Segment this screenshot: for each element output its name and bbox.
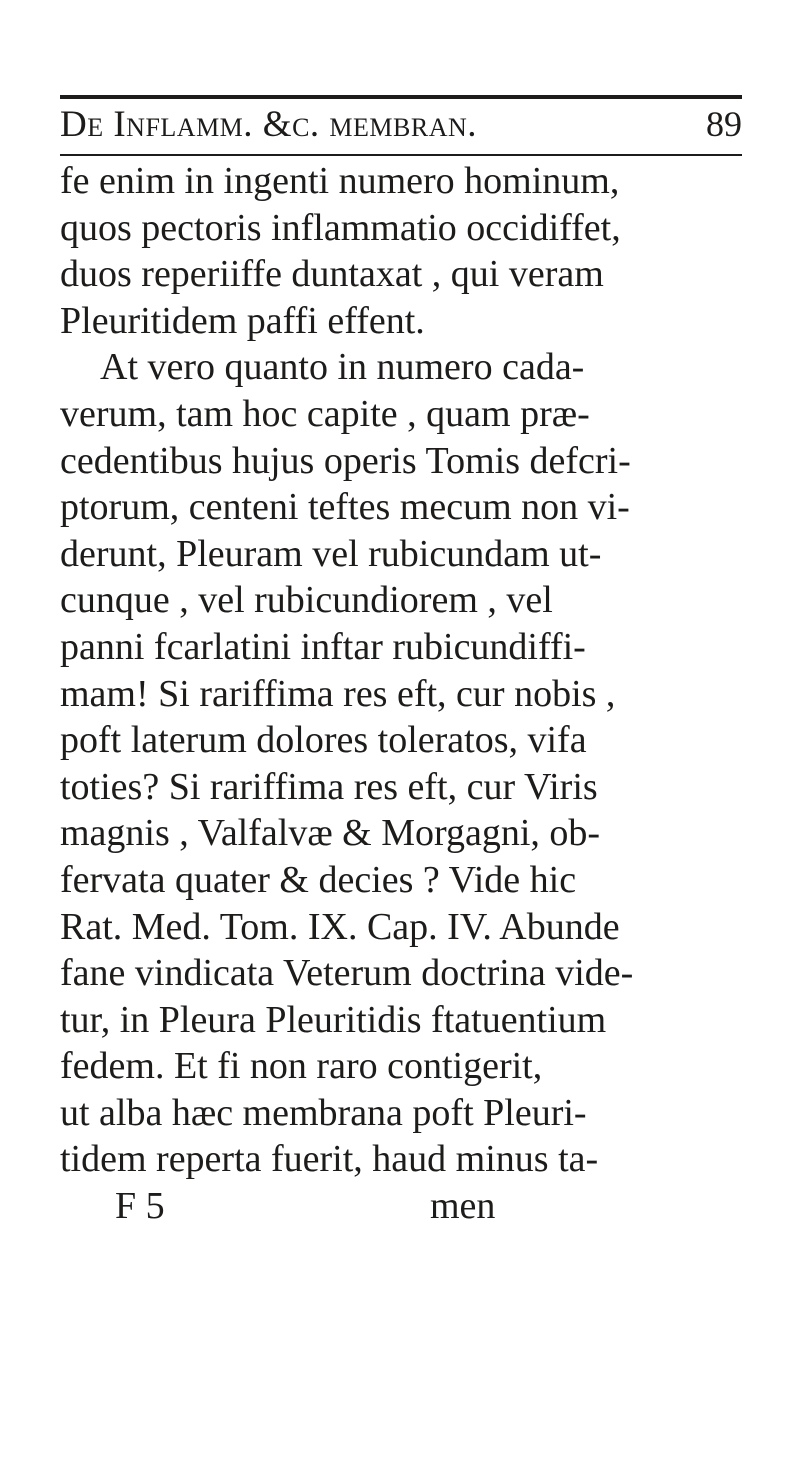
text-line: tidem reperta fuerit, haud minus ta- <box>60 1138 599 1181</box>
text-line: poft laterum dolores toleratos, vifa <box>60 719 587 762</box>
text-line: toties? Si rariffima res eft, cur Viris <box>60 765 598 808</box>
body-text <box>60 158 750 1230</box>
text-line: mam! Si rariffima res eft, cur nobis , <box>60 672 616 715</box>
catch-line <box>60 1183 750 1230</box>
text-line: tur, in Pleura Pleuritidis ftatuentium <box>60 998 607 1041</box>
text-line: panni fcarlatini inftar rubicundiffi- <box>60 625 586 668</box>
text-line: verum, tam hoc capite , quam præ- <box>60 392 590 435</box>
text-line: fe enim in ingenti numero hominum, <box>60 160 620 202</box>
text-line: quos pectoris inflammatio occidiffet, <box>60 206 621 249</box>
text-line: cedentibus hujus operis Tomis defcri- <box>60 439 631 482</box>
text-line: ptorum, centeni teftes mecum non vi- <box>60 486 630 529</box>
text-line: magnis , Valfalvæ & Morgagni, ob- <box>60 812 601 855</box>
catchword: men <box>430 1185 496 1228</box>
running-title: De Inflamm. &c. membran. <box>60 104 478 145</box>
text-line: cunque , vel rubicundiorem , vel <box>60 579 553 622</box>
text-line: Pleuritidem paffi effent. <box>60 299 425 342</box>
text-line: duos reperiiffe duntaxat , qui veram <box>60 253 604 296</box>
page-number: 89 <box>706 104 742 144</box>
text-line: fane vindicata Veterum doctrina vide- <box>60 952 634 995</box>
text-line: At vero quanto in numero cada- <box>100 346 585 389</box>
signature-mark: F 5 <box>115 1185 165 1228</box>
header-rule-bottom <box>60 154 742 156</box>
running-head <box>60 103 742 149</box>
text-line: Rat. Med. Tom. IX. Cap. IV. Abunde <box>60 905 620 948</box>
text-line: fedem. Et fi non raro contigerit, <box>60 1045 543 1088</box>
text-line: derunt, Pleuram vel rubicundam ut- <box>60 532 602 575</box>
text-line: fervata quater & decies ? Vide hic <box>60 858 577 901</box>
header-rule-top <box>60 95 742 99</box>
text-line: ut alba hæc membrana poft Pleuri- <box>60 1091 587 1134</box>
